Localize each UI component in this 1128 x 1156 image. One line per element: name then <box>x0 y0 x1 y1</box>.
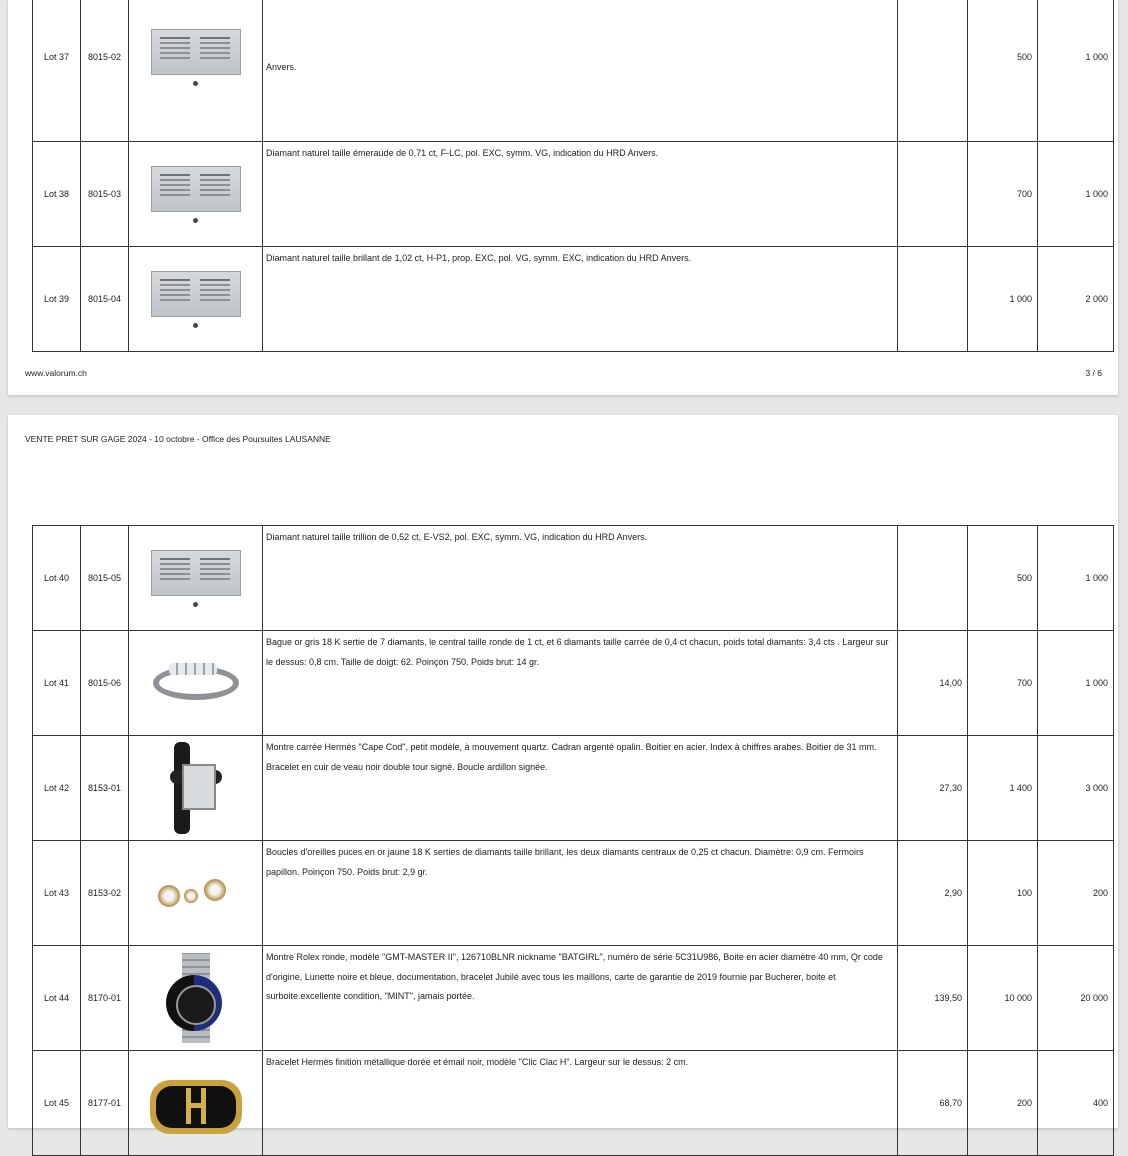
weight: 2,90 <box>898 841 968 946</box>
item-description: Bague or gris 18 K sertie de 7 diamants, le central taille ronde de 1 ct, et 6 diamants taille carrée de 0,4 ct chacun, poids total diamants: 3,4 cts . Largeur sur le dessus: 0,8 cm. Taille de doigt: 62. Poinçon 750. Poids brut: 14 gr. <box>263 631 898 736</box>
table-row <box>33 526 1114 631</box>
reference-number: 8153-01 <box>81 736 129 841</box>
estimate-low: 100 <box>968 841 1038 946</box>
estimate-low: 200 <box>968 1051 1038 1156</box>
weight: 139,50 <box>898 946 968 1051</box>
weight <box>898 142 968 247</box>
item-photo <box>129 247 263 352</box>
item-description: Montre Rolex ronde, modèle "GMT-MASTER II", 126710BLNR nickname "BATGIRL", numéro de série 5C31U986, Boite en acier diamètre 40 mm, Qr code d'origine, Lunette noire et bleue, documentation, bracelet Jubilé avec tous les maillons, carte de garantie de 2019 fournie par Bucherer, boite et surboite.excellente condition, "MINT", jamais portée. <box>263 946 898 1051</box>
table-row <box>33 736 1114 841</box>
item-photo <box>129 142 263 247</box>
item-description: Anvers. <box>263 0 898 142</box>
item-photo <box>129 946 263 1051</box>
weight <box>898 247 968 352</box>
estimate-high: 3 000 <box>1038 736 1114 841</box>
page-header: VENTE PRET SUR GAGE 2024 - 10 octobre - Office des Poursuites LAUSANNE <box>25 434 331 444</box>
estimate-low: 1 400 <box>968 736 1038 841</box>
estimate-low: 700 <box>968 142 1038 247</box>
table-row <box>33 631 1114 736</box>
estimate-high: 1 000 <box>1038 631 1114 736</box>
item-description: Diamant naturel taille émeraude de 0,71 ct, F-LC, pol. EXC, symm. VG, indication du HRD Anvers. <box>263 142 898 247</box>
reference-number: 8015-02 <box>81 0 129 142</box>
item-photo <box>129 1051 263 1156</box>
reference-number: 8170-01 <box>81 946 129 1051</box>
reference-number: 8015-05 <box>81 526 129 631</box>
lot-number: Lot 40 <box>33 526 81 631</box>
item-photo <box>129 526 263 631</box>
footer-website: www.valorum.ch <box>25 368 87 378</box>
lot-number: Lot 39 <box>33 247 81 352</box>
weight: 68,70 <box>898 1051 968 1156</box>
lot-number: Lot 43 <box>33 841 81 946</box>
reference-number: 8153-02 <box>81 841 129 946</box>
estimate-low: 1 000 <box>968 247 1038 352</box>
item-photo <box>129 736 263 841</box>
table-row <box>33 841 1114 946</box>
estimate-low: 500 <box>968 526 1038 631</box>
estimate-low: 700 <box>968 631 1038 736</box>
item-description: Diamant naturel taille brillant de 1,02 ct, H-P1, prop. EXC, pol. VG, symm. EXC, indication du HRD Anvers. <box>263 247 898 352</box>
lot-number: Lot 42 <box>33 736 81 841</box>
lot-number: Lot 38 <box>33 142 81 247</box>
item-photo <box>129 631 263 736</box>
lots-table <box>32 0 1114 352</box>
footer-page-number: 3 / 6 <box>1085 368 1102 378</box>
weight <box>898 0 968 142</box>
weight <box>898 526 968 631</box>
estimate-high: 1 000 <box>1038 142 1114 247</box>
weight: 14,00 <box>898 631 968 736</box>
weight: 27,30 <box>898 736 968 841</box>
reference-number: 8015-03 <box>81 142 129 247</box>
table-row <box>33 1051 1114 1156</box>
item-description: Bracelet Hermès finition métallique dorée et émail noir, modèle "Clic Clac H". Largeur sur le dessus: 2 cm. <box>263 1051 898 1156</box>
reference-number: 8015-06 <box>81 631 129 736</box>
item-photo <box>129 841 263 946</box>
table-row <box>33 946 1114 1051</box>
lot-number: Lot 45 <box>33 1051 81 1156</box>
estimate-high: 200 <box>1038 841 1114 946</box>
lot-number: Lot 37 <box>33 0 81 142</box>
reference-number: 8177-01 <box>81 1051 129 1156</box>
table-row <box>33 142 1114 247</box>
item-description: Montre carrée Hermès "Cape Cod", petit modèle, à mouvement quartz. Cadran argenté opalin. Boitier en acier. Index à chiffres arabes. Boitier de 31 mm. Bracelet en cuir de veau noir double tour signé. Boucle ardillon signée. <box>263 736 898 841</box>
reference-number: 8015-04 <box>81 247 129 352</box>
estimate-high: 1 000 <box>1038 526 1114 631</box>
estimate-high: 20 000 <box>1038 946 1114 1051</box>
table-row <box>33 247 1114 352</box>
item-description: Boucles d'oreilles puces en or jaune 18 K serties de diamants taille brillant, les deux diamants centraux de 0,25 ct chacun. Diamètre: 0,9 cm. Fermoirs papillon. Poinçon 750. Poids brut: 2,9 gr. <box>263 841 898 946</box>
item-photo <box>129 0 263 142</box>
lots-table <box>32 525 1114 1156</box>
estimate-low: 500 <box>968 0 1038 142</box>
table-row <box>33 0 1114 142</box>
estimate-high: 2 000 <box>1038 247 1114 352</box>
item-description: Diamant naturel taille trillion de 0,52 ct, E-VS2, pol. EXC, symm. VG, indication du HRD Anvers. <box>263 526 898 631</box>
lot-number: Lot 41 <box>33 631 81 736</box>
document-page-3 <box>8 0 1118 395</box>
document-page-4 <box>8 415 1118 1128</box>
lot-number: Lot 44 <box>33 946 81 1051</box>
estimate-low: 10 000 <box>968 946 1038 1051</box>
estimate-high: 1 000 <box>1038 0 1114 142</box>
estimate-high: 400 <box>1038 1051 1114 1156</box>
